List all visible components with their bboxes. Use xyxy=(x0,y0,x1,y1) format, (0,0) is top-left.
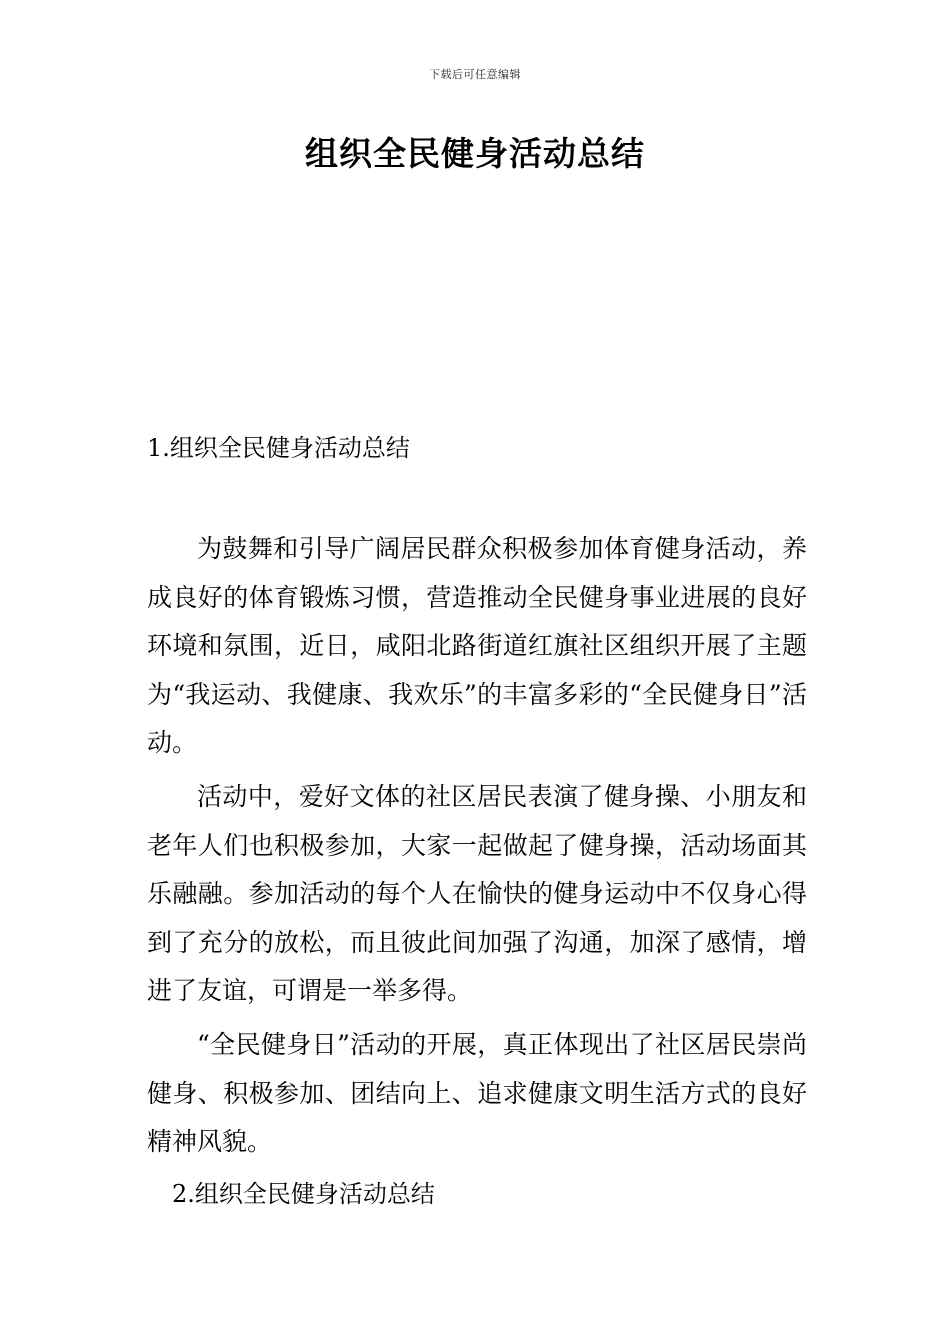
paragraph-1: 为鼓舞和引导广阔居民群众积极参加体育健身活动，养成良好的体育锻炼习惯，营造推动全民健身事业进展的良好环境和氛围，近日，咸阳北路街道红旗社区组织开展了主题为“我运动、我健康、我欢乐”的丰富多彩的“全民健身日”活动。 xyxy=(147,534,807,757)
section-heading-1: 1.组织全民健身活动总结 xyxy=(147,434,410,462)
document-title: 组织全民健身活动总结 xyxy=(305,134,645,173)
paragraph-2: 活动中，爱好文体的社区居民表演了健身操、小朋友和老年人们也积极参加，大家一起做起了健身操，活动场面其乐融融。参加活动的每个人在愉快的健身运动中不仅身心得到了充分的放松，而且彼此间加强了沟通，加深了感情，增进了友谊，可谓是一举多得。 xyxy=(147,782,807,1005)
paragraph-3: “全民健身日”活动的开展，真正体现出了社区居民崇尚健身、积极参加、团结向上、追求健康文明生活方式的良好精神风貌。 xyxy=(147,1030,807,1156)
header-note: 下载后可任意编辑 xyxy=(429,68,521,81)
section-heading-2: 2.组织全民健身活动总结 xyxy=(172,1180,435,1208)
